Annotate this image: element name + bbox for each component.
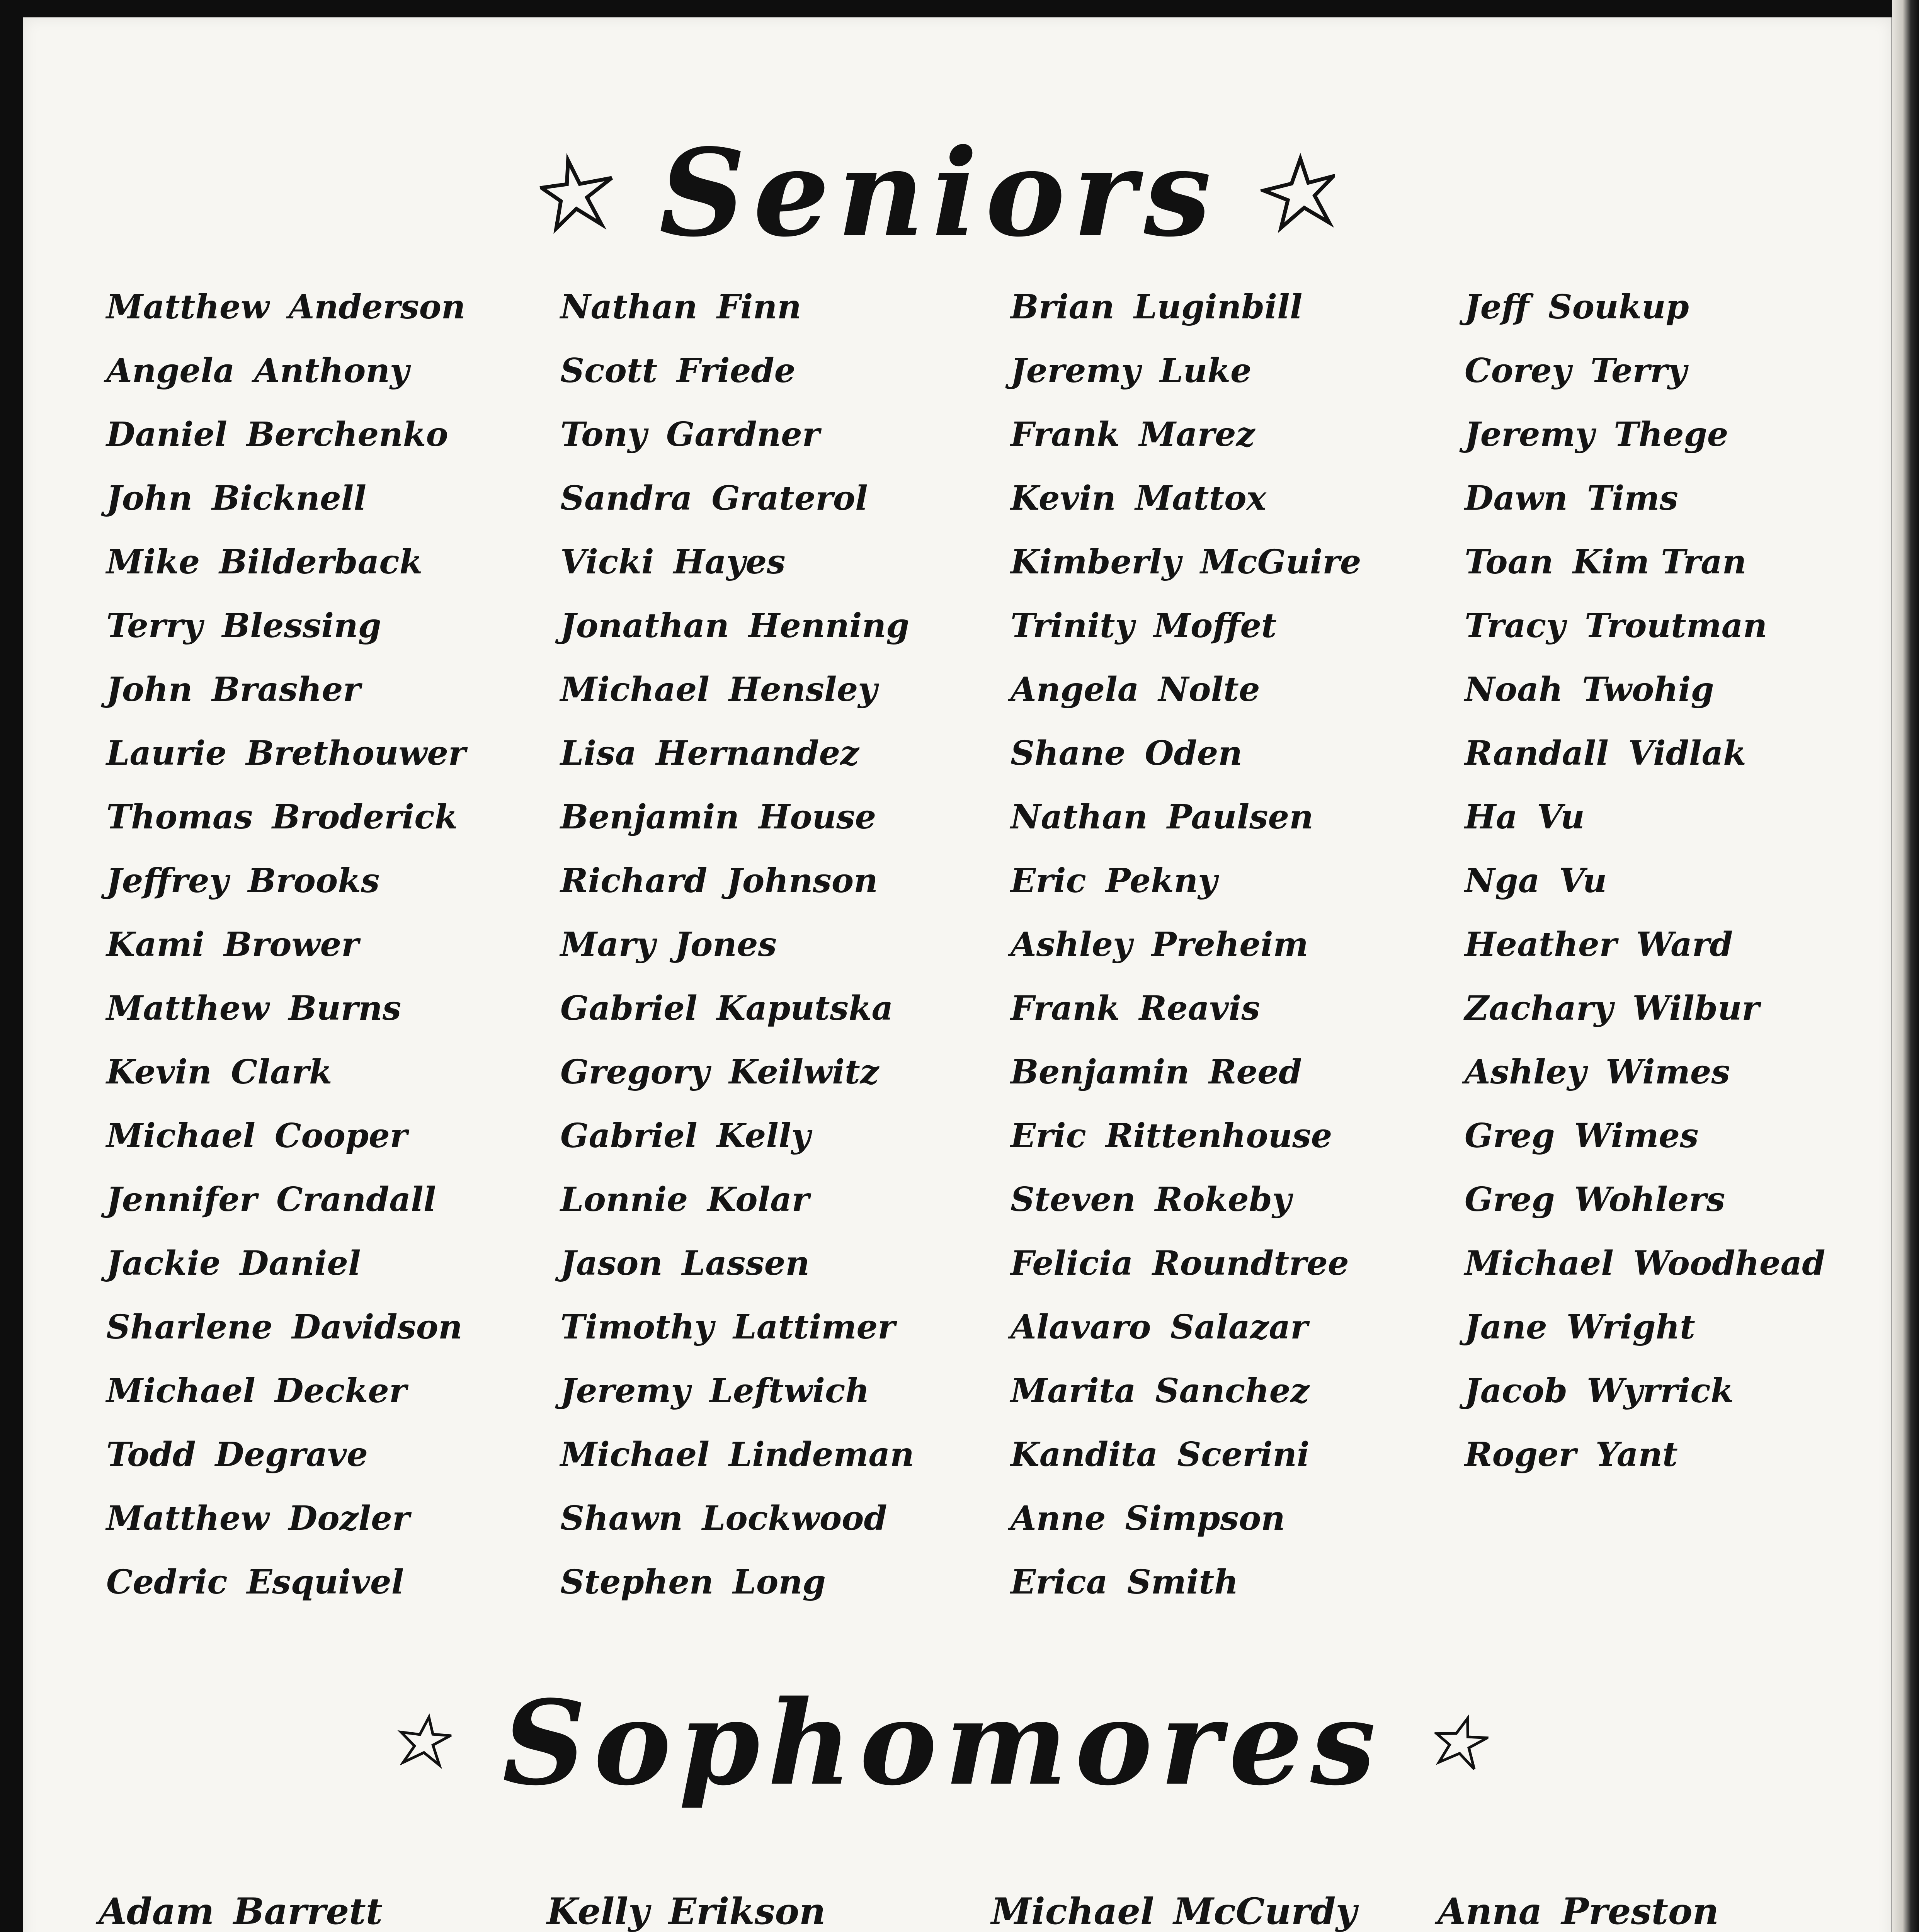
last-name: Daniel	[240, 1244, 361, 1283]
first-name: Timothy	[560, 1308, 714, 1347]
last-name: Jones	[675, 925, 777, 964]
student-name	[1465, 667, 1825, 730]
last-name: Davidson	[292, 1308, 463, 1347]
student-name	[1011, 1240, 1361, 1304]
student-name	[106, 1113, 466, 1177]
student-name	[560, 667, 914, 730]
last-name: Hernandez	[656, 734, 859, 773]
student-name	[106, 1304, 466, 1368]
last-name: Kolar	[707, 1180, 810, 1219]
first-name: Marita	[1011, 1371, 1136, 1410]
last-name: Hensley	[728, 670, 878, 709]
student-name	[560, 1304, 914, 1368]
student-name	[560, 1113, 914, 1177]
first-name: Laurie	[106, 734, 227, 773]
first-name: Alavaro	[1011, 1308, 1151, 1347]
first-name: Anna	[1438, 1890, 1542, 1932]
student-name	[560, 348, 914, 412]
student-name	[106, 1240, 466, 1304]
first-name: Angela	[106, 351, 235, 390]
student-name	[106, 1049, 466, 1113]
student-name	[1465, 730, 1825, 794]
student-name	[991, 1888, 1357, 1932]
last-name: Luginbill	[1133, 287, 1303, 327]
student-name	[560, 1049, 914, 1113]
last-name: Brooks	[248, 861, 380, 900]
last-name: Burns	[288, 989, 401, 1028]
student-name	[106, 1368, 466, 1432]
student-name	[1011, 1113, 1361, 1177]
first-name: Nathan	[1011, 798, 1148, 837]
first-name: Ashley	[1465, 1053, 1587, 1092]
student-name	[1011, 1049, 1361, 1113]
first-name: Mary	[560, 925, 656, 964]
sophomores-title: Sophomores	[502, 1674, 1384, 1811]
last-name: Reed	[1208, 1053, 1302, 1092]
first-name: Jackie	[106, 1244, 221, 1283]
last-name: Gardner	[666, 415, 820, 454]
student-name	[1011, 1177, 1361, 1240]
last-name: House	[758, 798, 876, 837]
last-name: Wimes	[1606, 1053, 1730, 1092]
student-name	[560, 603, 914, 667]
student-name	[1011, 284, 1361, 348]
sophomores-column-2	[547, 1888, 896, 1932]
first-name: Sharlene	[106, 1308, 273, 1347]
sophomores-heading	[398, 1642, 1488, 1843]
last-name: Wilbur	[1632, 989, 1759, 1028]
last-name: Johnson	[726, 861, 878, 900]
first-name: Jennifer	[106, 1180, 257, 1219]
last-name: Rokeby	[1155, 1180, 1292, 1219]
scan-top-edge	[0, 0, 1919, 17]
student-name	[1011, 539, 1361, 603]
student-name	[1465, 985, 1825, 1049]
last-name: Anderson	[288, 287, 466, 327]
first-name: Roger	[1465, 1435, 1576, 1474]
first-name: Sandra	[560, 479, 692, 518]
student-name	[560, 730, 914, 794]
student-name	[1465, 1240, 1825, 1304]
student-name	[1011, 1368, 1361, 1432]
last-name: Barrett	[233, 1890, 383, 1932]
student-name	[1465, 1304, 1825, 1368]
student-name	[1465, 922, 1825, 985]
last-name: Scerini	[1177, 1435, 1310, 1474]
first-name: Matthew	[106, 989, 269, 1028]
last-name: Hayes	[673, 543, 786, 582]
student-name	[1011, 858, 1361, 922]
last-name: Marez	[1139, 415, 1255, 454]
first-name: Jeff	[1465, 287, 1529, 327]
last-name: Anthony	[254, 351, 409, 390]
last-name: Clark	[231, 1053, 332, 1092]
first-name: Kevin	[1011, 479, 1116, 518]
last-name: Preston	[1561, 1890, 1719, 1932]
student-name	[1465, 284, 1825, 348]
last-name: Berchenko	[246, 415, 448, 454]
last-name: Leftwich	[709, 1371, 869, 1410]
first-name: John	[106, 479, 193, 518]
student-name	[1011, 475, 1361, 539]
seniors-title: Seniors	[659, 123, 1219, 264]
student-name	[1465, 539, 1825, 603]
last-name: Broderick	[272, 798, 458, 837]
seniors-heading	[541, 104, 1337, 282]
outline-star-icon	[1424, 1650, 1497, 1836]
student-name	[106, 667, 466, 730]
first-name: Nathan	[560, 287, 698, 327]
first-name: Lisa	[560, 734, 637, 773]
first-name: Zachary	[1465, 989, 1613, 1028]
last-name: Erikson	[669, 1890, 826, 1932]
first-name: Michael	[991, 1890, 1154, 1932]
first-name: Brian	[1011, 287, 1114, 327]
last-name: Kaputska	[716, 989, 893, 1028]
last-name: Rittenhouse	[1105, 1116, 1332, 1155]
student-name	[1011, 412, 1361, 475]
first-name: Kami	[106, 925, 205, 964]
student-name	[560, 475, 914, 539]
last-name: Oden	[1145, 734, 1242, 773]
sophomores-column-1	[99, 1888, 397, 1932]
last-name: Vu	[1536, 798, 1585, 837]
first-name: Matthew	[106, 1499, 269, 1538]
student-name	[106, 1432, 466, 1495]
student-name	[1465, 475, 1825, 539]
first-name: Felicia	[1011, 1244, 1133, 1283]
first-name: Jeffrey	[106, 861, 229, 900]
first-name: Kelly	[547, 1890, 650, 1932]
first-name: John	[106, 670, 193, 709]
last-name: Tims	[1587, 479, 1678, 518]
last-name: Lockwood	[702, 1499, 887, 1538]
first-name: Toan	[1465, 543, 1553, 582]
last-name: Sanchez	[1155, 1371, 1310, 1410]
first-name: Mike	[106, 543, 200, 582]
seniors-column-1	[106, 284, 466, 1623]
first-name: Frank	[1011, 415, 1120, 454]
student-name	[1465, 603, 1825, 667]
last-name: Dozler	[288, 1499, 410, 1538]
last-name: Esquivel	[247, 1563, 404, 1602]
first-name: Jeremy	[1465, 415, 1595, 454]
first-name: Erica	[1011, 1563, 1108, 1602]
first-name: Benjamin	[560, 798, 739, 837]
student-name	[1465, 1049, 1825, 1113]
last-name: Bilderback	[219, 543, 423, 582]
last-name: Terry	[1590, 351, 1687, 390]
first-name: Trinity	[1011, 606, 1135, 645]
last-name: Kelly	[716, 1116, 811, 1155]
last-name: Vidlak	[1628, 734, 1746, 773]
first-name: Nga	[1465, 861, 1540, 900]
student-name	[106, 922, 466, 985]
first-name: Richard	[560, 861, 708, 900]
student-name	[1011, 922, 1361, 985]
student-name	[106, 794, 466, 858]
first-name: Matthew	[106, 287, 269, 327]
first-name: Scott	[560, 351, 658, 390]
last-name: Lindeman	[728, 1435, 914, 1474]
last-name: Lattimer	[733, 1308, 895, 1347]
student-name	[560, 985, 914, 1049]
first-name: Gabriel	[560, 1116, 698, 1155]
last-name: Friede	[677, 351, 796, 390]
last-name: Degrave	[215, 1435, 368, 1474]
last-name: Roundtree	[1152, 1244, 1349, 1283]
last-name: Paulsen	[1167, 798, 1313, 837]
first-name: Tony	[560, 415, 647, 454]
student-name	[560, 922, 914, 985]
seniors-column-4	[1465, 284, 1825, 1495]
student-name	[560, 858, 914, 922]
first-name: Thomas	[106, 798, 253, 837]
student-name	[547, 1888, 896, 1932]
first-name: Noah	[1465, 670, 1563, 709]
last-name: Troutman	[1585, 606, 1768, 645]
first-name: Lonnie	[560, 1180, 688, 1219]
last-name: Wyrrick	[1587, 1371, 1734, 1410]
last-name: Henning	[748, 606, 910, 645]
first-name: Tracy	[1465, 606, 1566, 645]
last-name: Kim Tran	[1572, 543, 1747, 582]
last-name: Brower	[224, 925, 359, 964]
outline-star-icon	[530, 107, 628, 279]
first-name: Michael	[1465, 1244, 1614, 1283]
student-name	[1438, 1888, 1833, 1932]
first-name: Adam	[99, 1890, 214, 1932]
last-name: Moffet	[1153, 606, 1277, 645]
last-name: Wimes	[1574, 1116, 1699, 1155]
student-name	[106, 1495, 466, 1559]
last-name: Cooper	[274, 1116, 408, 1155]
last-name: Ward	[1636, 925, 1733, 964]
first-name: Jason	[560, 1244, 663, 1283]
first-name: Eric	[1011, 861, 1086, 900]
student-name	[1011, 1432, 1361, 1495]
first-name: Kimberly	[1011, 543, 1181, 582]
first-name: Anne	[1011, 1499, 1106, 1538]
first-name: Benjamin	[1011, 1053, 1189, 1092]
student-name	[106, 475, 466, 539]
student-name	[560, 412, 914, 475]
first-name: Eric	[1011, 1116, 1086, 1155]
last-name: Pekny	[1105, 861, 1218, 900]
last-name: Decker	[274, 1371, 407, 1410]
last-name: Salazar	[1170, 1308, 1308, 1347]
last-name: Blessing	[222, 606, 381, 645]
last-name: Keilwitz	[729, 1053, 879, 1092]
first-name: Dawn	[1465, 479, 1568, 518]
student-name	[1465, 348, 1825, 412]
student-name	[106, 412, 466, 475]
first-name: Michael	[560, 670, 709, 709]
last-name: McCurdy	[1173, 1890, 1357, 1932]
student-name	[1011, 794, 1361, 858]
student-name	[106, 858, 466, 922]
first-name: Greg	[1465, 1180, 1555, 1219]
first-name: Greg	[1465, 1116, 1555, 1155]
last-name: Yant	[1596, 1435, 1678, 1474]
student-name	[106, 603, 466, 667]
last-name: Reavis	[1139, 989, 1260, 1028]
seniors-column-2	[560, 284, 914, 1623]
first-name: Angela	[1011, 670, 1139, 709]
first-name: Terry	[106, 606, 203, 645]
student-name	[560, 1368, 914, 1432]
student-name	[106, 1177, 466, 1240]
student-name	[560, 1240, 914, 1304]
first-name: Randall	[1465, 734, 1609, 773]
first-name: Heather	[1465, 925, 1617, 964]
student-name	[560, 1432, 914, 1495]
first-name: Frank	[1011, 989, 1120, 1028]
last-name: Long	[733, 1563, 826, 1602]
student-name	[1465, 858, 1825, 922]
first-name: Todd	[106, 1435, 196, 1474]
last-name: Nolte	[1158, 670, 1260, 709]
last-name: Finn	[716, 287, 801, 327]
first-name: Jeremy	[1011, 351, 1141, 390]
first-name: Vicki	[560, 543, 654, 582]
seniors-column-3	[1011, 284, 1361, 1623]
first-name: Shawn	[560, 1499, 683, 1538]
sophomores-column-3	[991, 1888, 1357, 1932]
student-name	[1011, 730, 1361, 794]
first-name: Michael	[106, 1371, 255, 1410]
last-name: Simpson	[1125, 1499, 1285, 1538]
student-name	[1011, 1304, 1361, 1368]
first-name: Michael	[106, 1116, 255, 1155]
sophomores-column-4	[1438, 1888, 1833, 1932]
student-name	[560, 1559, 914, 1623]
first-name: Michael	[560, 1435, 709, 1474]
student-name	[1011, 985, 1361, 1049]
first-name: Daniel	[106, 415, 227, 454]
scan-binding-edge	[1892, 0, 1919, 1932]
first-name: Kevin	[106, 1053, 212, 1092]
last-name: Wohlers	[1574, 1180, 1725, 1219]
first-name: Steven	[1011, 1180, 1136, 1219]
student-name	[106, 284, 466, 348]
first-name: Gregory	[560, 1053, 710, 1092]
student-name	[1011, 1495, 1361, 1559]
last-name: Luke	[1160, 351, 1252, 390]
last-name: Vu	[1559, 861, 1607, 900]
first-name: Stephen	[560, 1563, 714, 1602]
student-name	[106, 730, 466, 794]
student-name	[1011, 603, 1361, 667]
first-name: Cedric	[106, 1563, 228, 1602]
student-name	[1465, 1113, 1825, 1177]
student-name	[560, 794, 914, 858]
student-name	[560, 1495, 914, 1559]
student-name	[99, 1888, 397, 1932]
student-name	[1465, 1177, 1825, 1240]
last-name: Brasher	[212, 670, 361, 709]
outline-star-icon	[1250, 107, 1348, 279]
first-name: Corey	[1465, 351, 1571, 390]
student-name	[560, 1177, 914, 1240]
first-name: Jane	[1465, 1308, 1547, 1347]
student-name	[106, 1559, 466, 1623]
student-name	[1465, 1368, 1825, 1432]
last-name: Graterol	[711, 479, 868, 518]
last-name: McGuire	[1200, 543, 1361, 582]
last-name: Twohig	[1582, 670, 1714, 709]
student-name	[1465, 412, 1825, 475]
last-name: Soukup	[1548, 287, 1689, 327]
last-name: Mattox	[1135, 479, 1266, 518]
last-name: Thege	[1614, 415, 1728, 454]
student-name	[1011, 1559, 1361, 1623]
student-name	[560, 539, 914, 603]
first-name: Jeremy	[560, 1371, 691, 1410]
last-name: Preheim	[1152, 925, 1308, 964]
last-name: Brethouwer	[246, 734, 466, 773]
student-name	[106, 985, 466, 1049]
student-name	[106, 348, 466, 412]
last-name: Lassen	[682, 1244, 810, 1283]
first-name: Ashley	[1011, 925, 1133, 964]
last-name: Woodhead	[1633, 1244, 1825, 1283]
outline-star-icon	[389, 1650, 461, 1836]
first-name: Kandita	[1011, 1435, 1158, 1474]
first-name: Jacob	[1465, 1371, 1568, 1410]
last-name: Bicknell	[212, 479, 367, 518]
first-name: Shane	[1011, 734, 1126, 773]
first-name: Gabriel	[560, 989, 698, 1028]
student-name	[1465, 1432, 1825, 1495]
first-name: Jonathan	[560, 606, 729, 645]
first-name: Ha	[1465, 798, 1518, 837]
last-name: Smith	[1127, 1563, 1239, 1602]
student-name	[1011, 348, 1361, 412]
student-name	[1011, 667, 1361, 730]
student-name	[106, 539, 466, 603]
last-name: Crandall	[276, 1180, 436, 1219]
student-name	[1465, 794, 1825, 858]
last-name: Wright	[1566, 1308, 1695, 1347]
student-name	[560, 284, 914, 348]
